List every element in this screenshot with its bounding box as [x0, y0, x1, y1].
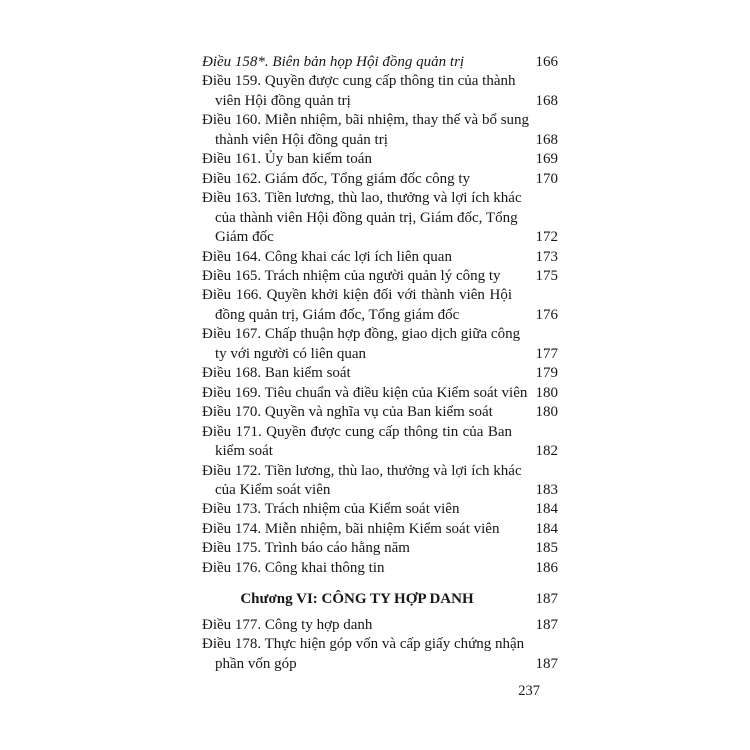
- entry-title-line: Điều 166. Quyền khởi kiện đối với thành viên Hội: [202, 287, 512, 304]
- entry-title-line: Điều 159. Quyền được cung cấp thông tin của thành: [202, 73, 516, 90]
- entry-title: [202, 403, 512, 422]
- entry-title-line: Điều 170. Quyền và nghĩa vụ của Ban kiểm soát: [202, 404, 493, 421]
- toc-entry: [202, 325, 558, 364]
- entry-title: [202, 286, 512, 325]
- entry-title: [202, 150, 512, 169]
- entry-title: [202, 267, 512, 286]
- entry-title: [202, 111, 530, 150]
- toc-entry: [202, 616, 558, 635]
- entry-page-number: 182: [535, 443, 558, 460]
- entry-title-line: Điều 178. Thực hiện góp vốn và cấp giấy chứng nhận: [202, 636, 525, 653]
- entry-page-number: 179: [535, 365, 558, 382]
- entry-title-line: kiểm soát: [215, 443, 273, 460]
- toc-entry: [202, 364, 558, 383]
- entry-title: [202, 364, 512, 383]
- entry-page-number: 187: [535, 591, 558, 608]
- entry-title: [202, 590, 512, 609]
- toc-entry: [202, 500, 558, 519]
- entry-title-line: Chương VI: CÔNG TY HỢP DANH: [240, 591, 474, 608]
- entry-title-line: Điều 158*. Biên bản họp Hội đồng quản trị: [202, 54, 465, 70]
- entry-title: [202, 539, 512, 558]
- toc-entry: [202, 520, 558, 539]
- entry-title-line: viên Hội đồng quản trị: [215, 92, 351, 109]
- table-of-contents: [202, 53, 558, 674]
- entry-title-line: Điều 168. Ban kiểm soát: [202, 365, 351, 382]
- entry-title-line: của thành viên Hội đồng quản trị, Giám đốc, Tổng: [215, 209, 518, 226]
- entry-page-number: 187: [535, 655, 558, 672]
- entry-title: [202, 53, 512, 72]
- toc-entry: [202, 267, 558, 286]
- entry-title: [202, 325, 521, 364]
- entry-title-line: Điều 165. Trách nhiệm của người quản lý công ty: [202, 267, 501, 284]
- entry-title: [202, 500, 512, 519]
- toc-entry: [202, 539, 558, 558]
- entry-title: [202, 170, 512, 189]
- entry-page-number: 173: [535, 248, 558, 265]
- entry-title-line: ty với người có liên quan: [215, 345, 367, 362]
- toc-entry: [202, 384, 558, 403]
- entry-page-number: 180: [535, 384, 558, 401]
- toc-entry: [202, 423, 558, 462]
- toc-entry: [202, 170, 558, 189]
- entry-page-number: 180: [535, 404, 558, 421]
- entry-title-line: Điều 171. Quyền được cung cấp thông tin của Ban: [202, 423, 512, 440]
- entry-title: [202, 72, 516, 111]
- footer-page-number: 237: [518, 683, 540, 699]
- entry-page-number: 166: [535, 54, 558, 70]
- entry-title-line: Điều 176. Công khai thông tin: [202, 559, 385, 576]
- entry-title-line: Điều 164. Công khai các lợi ích liên quan: [202, 248, 452, 265]
- entry-page-number: 183: [535, 481, 558, 498]
- entry-title: [202, 520, 512, 539]
- entry-title: [202, 384, 528, 403]
- entry-title-line: thành viên Hội đồng quản trị: [215, 131, 388, 148]
- entry-title-line: Điều 161. Ủy ban kiểm toán: [202, 151, 372, 168]
- chapter-heading: [202, 590, 558, 609]
- entry-title: [202, 189, 522, 247]
- entry-page-number: 176: [535, 306, 558, 323]
- toc-entry: [202, 189, 558, 247]
- toc-entry: [202, 150, 558, 169]
- entry-page-number: 168: [535, 131, 558, 148]
- entry-page-number: 184: [535, 501, 558, 518]
- toc-entry: [202, 286, 558, 325]
- entry-title-line: Điều 172. Tiền lương, thù lao, thưởng và lợi ích khác: [202, 462, 522, 479]
- toc-entry: [202, 559, 558, 578]
- entry-title: [202, 462, 522, 501]
- entry-page-number: 185: [535, 540, 558, 557]
- entry-page-number: 186: [535, 559, 558, 576]
- entry-title-line: của Kiểm soát viên: [215, 481, 331, 498]
- entry-title-line: đồng quản trị, Giám đốc, Tổng giám đốc: [215, 306, 460, 323]
- entry-title-line: Điều 160. Miễn nhiệm, bãi nhiệm, thay thế và bổ sung: [202, 112, 530, 129]
- entry-title: [202, 635, 525, 674]
- toc-entry: [202, 72, 558, 111]
- toc-entry: [202, 403, 558, 422]
- entry-page-number: 175: [535, 267, 558, 284]
- entry-title-line: Điều 175. Trình báo cáo hằng năm: [202, 540, 410, 557]
- entry-title-line: Điều 162. Giám đốc, Tổng giám đốc công ty: [202, 170, 471, 187]
- entry-title: [202, 616, 512, 635]
- entry-title: [202, 423, 512, 462]
- toc-entry: [202, 111, 558, 150]
- entry-page-number: 187: [535, 616, 558, 633]
- entry-page-number: 184: [535, 520, 558, 537]
- entry-title-line: Điều 177. Công ty hợp danh: [202, 616, 373, 633]
- toc-entry: [202, 248, 558, 267]
- entry-page-number: 168: [535, 92, 558, 109]
- toc-entry: [202, 462, 558, 501]
- entry-title-line: Điều 163. Tiền lương, thù lao, thưởng và lợi ích khác: [202, 190, 522, 207]
- entry-title: [202, 559, 512, 578]
- entry-title-line: Điều 169. Tiêu chuẩn và điều kiện của Kiểm soát viên: [202, 384, 528, 401]
- entry-page-number: 172: [535, 229, 558, 246]
- entry-title-line: Điều 173. Trách nhiệm của Kiểm soát viên: [202, 501, 460, 518]
- entry-page-number: 169: [535, 151, 558, 168]
- entry-page-number: 177: [535, 345, 558, 362]
- entry-title-line: Điều 174. Miễn nhiệm, bãi nhiệm Kiểm soát viên: [202, 520, 500, 537]
- entry-title-line: phần vốn góp: [215, 655, 297, 672]
- toc-entry: [202, 635, 558, 674]
- entry-page-number: 170: [535, 170, 558, 187]
- entry-title: [202, 248, 512, 267]
- toc-entry: [202, 53, 558, 72]
- entry-title-line: Điều 167. Chấp thuận hợp đồng, giao dịch giữa công: [202, 326, 521, 343]
- entry-title-line: Giám đốc: [215, 229, 274, 246]
